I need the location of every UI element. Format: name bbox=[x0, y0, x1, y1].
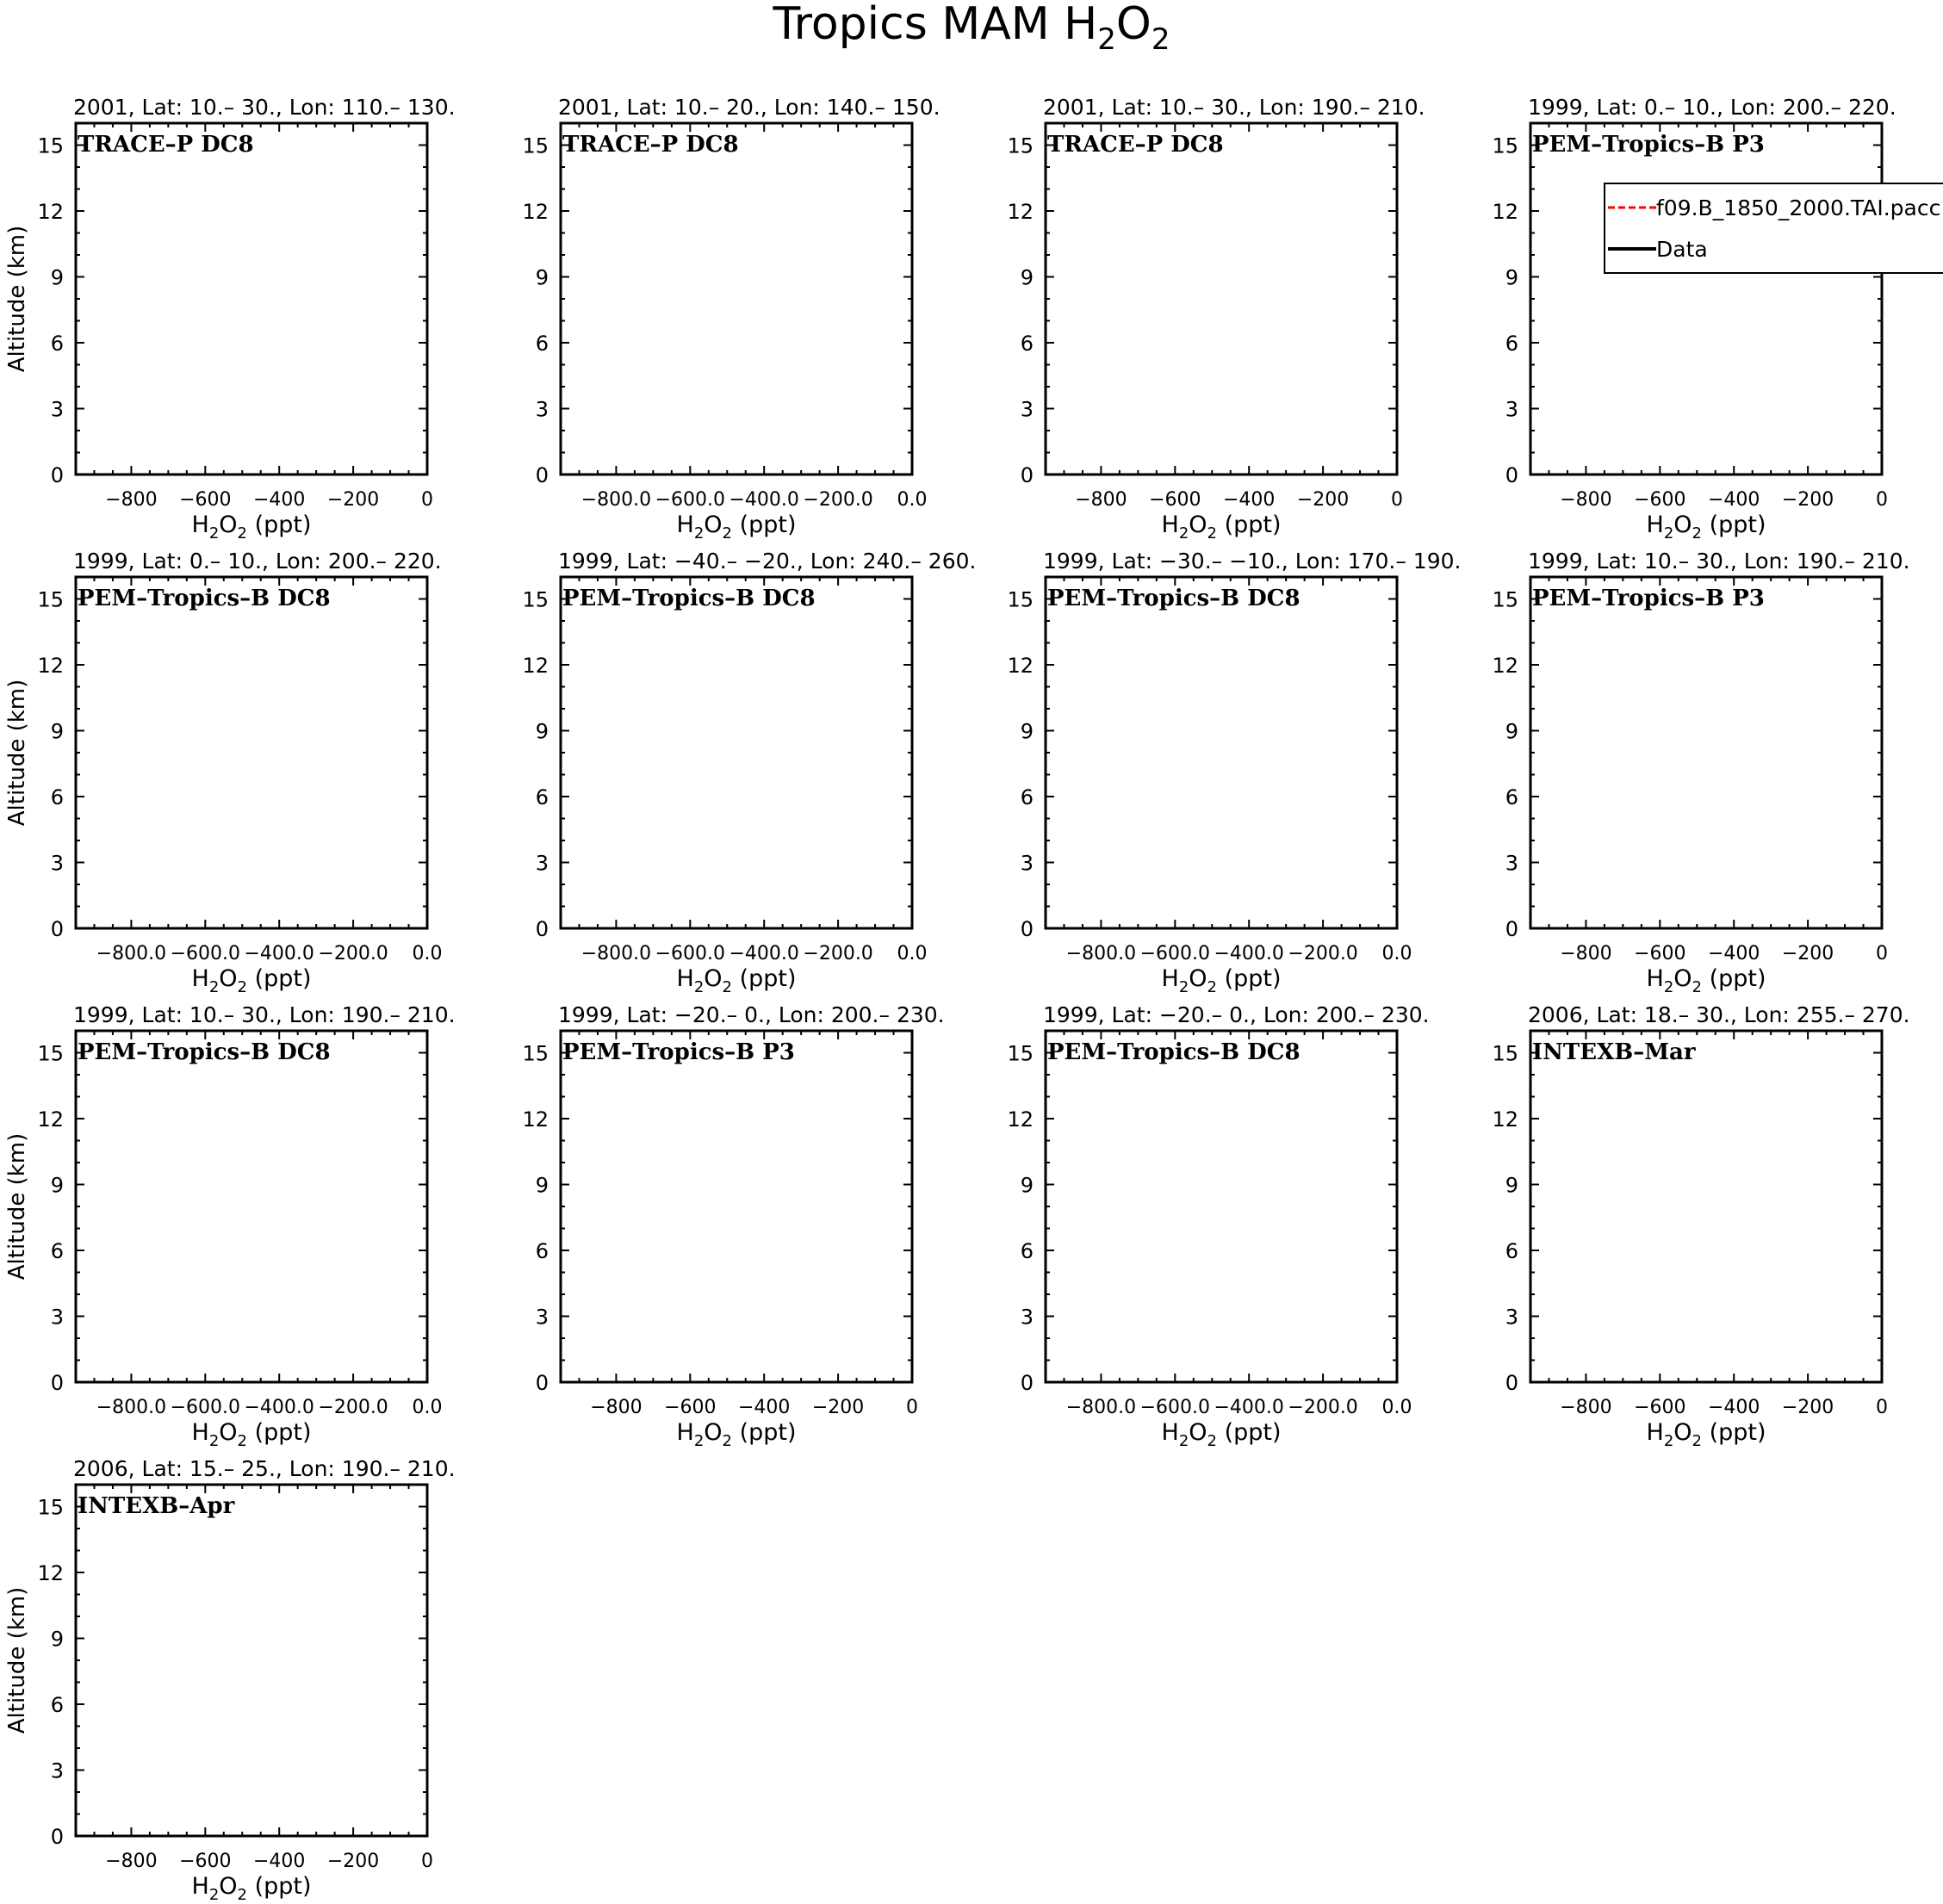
x-axis-label-main: H bbox=[676, 1419, 694, 1446]
x-tick-label: −600.0 bbox=[1139, 1397, 1211, 1418]
y-tick-label: 0 bbox=[50, 917, 64, 941]
panel-title: 2001, Lat: 10.– 30., Lon: 110.– 130. bbox=[73, 95, 456, 120]
y-tick-label: 0 bbox=[1505, 917, 1518, 941]
x-axis-label-mid: O bbox=[704, 965, 723, 992]
x-axis-label-main: H bbox=[1161, 1419, 1179, 1446]
y-tick-label: 12 bbox=[522, 200, 549, 224]
y-tick-label: 12 bbox=[1492, 200, 1518, 224]
y-tick-label: 0 bbox=[50, 463, 64, 487]
panel bbox=[1492, 1002, 1909, 1450]
legend-label: f09.B_1850_2000.TAI.pacc bbox=[1656, 195, 1941, 220]
x-tick-label: −400 bbox=[1707, 1397, 1760, 1418]
x-axis-label bbox=[1647, 1419, 1766, 1450]
x-tick-label: −400 bbox=[1222, 489, 1276, 511]
panel-title: 1999, Lat: −40.– −20., Lon: 240.– 260. bbox=[558, 549, 977, 574]
x-axis-label bbox=[192, 1873, 312, 1904]
x-axis-label-unit: (ppt) bbox=[1701, 1419, 1766, 1446]
y-tick-label: 12 bbox=[37, 654, 64, 678]
x-tick-label: −400.0 bbox=[244, 943, 314, 964]
y-tick-label: 3 bbox=[50, 1758, 64, 1783]
y-tick-label: 0 bbox=[1020, 917, 1034, 941]
x-axis-label-mid: O bbox=[1673, 512, 1692, 538]
x-axis-label-main: H bbox=[676, 965, 694, 992]
x-axis-label-sub2: 2 bbox=[237, 978, 247, 996]
x-tick-label: 0.0 bbox=[1381, 1397, 1412, 1418]
campaign-label: TRACE–P DC8 bbox=[78, 132, 254, 158]
x-axis-label-mid: O bbox=[219, 512, 238, 538]
x-axis-label-mid: O bbox=[704, 512, 723, 538]
x-tick-label: −200.0 bbox=[803, 943, 873, 964]
x-tick-label: 0 bbox=[1876, 943, 1888, 964]
plot-frame bbox=[1046, 123, 1397, 474]
plot-frame bbox=[1530, 577, 1882, 928]
x-tick-label: −200 bbox=[811, 1397, 865, 1418]
x-tick-label: 0.0 bbox=[412, 1397, 443, 1418]
y-tick-label: 15 bbox=[37, 133, 64, 158]
y-tick-label: 3 bbox=[1505, 1305, 1518, 1330]
x-tick-label: −400.0 bbox=[729, 489, 799, 511]
y-axis-label: Altitude (km) bbox=[4, 1132, 30, 1281]
x-axis-label-sub2: 2 bbox=[1692, 524, 1702, 543]
x-tick-label: −200.0 bbox=[803, 489, 873, 511]
x-tick-label: −400 bbox=[252, 489, 306, 511]
x-axis-label bbox=[677, 965, 797, 996]
x-axis-label-mid: O bbox=[1673, 965, 1692, 992]
y-tick-label: 9 bbox=[1020, 719, 1034, 744]
x-axis-label bbox=[677, 512, 797, 543]
y-tick-label: 9 bbox=[535, 265, 549, 290]
y-tick-label: 9 bbox=[535, 719, 549, 744]
legend-label: Data bbox=[1656, 237, 1708, 262]
campaign-label: INTEXB–Apr bbox=[78, 1493, 235, 1519]
x-axis-label-unit: (ppt) bbox=[731, 512, 797, 538]
x-axis-label-main: H bbox=[191, 965, 209, 992]
x-tick-label: −200 bbox=[1781, 489, 1834, 511]
x-tick-label: −800.0 bbox=[1065, 943, 1137, 964]
x-tick-label: −800.0 bbox=[580, 489, 652, 511]
y-tick-label: 6 bbox=[50, 785, 64, 809]
x-tick-label: 0 bbox=[421, 1851, 433, 1872]
x-tick-label: −800 bbox=[1560, 1397, 1612, 1418]
x-tick-label: −600 bbox=[664, 1397, 717, 1418]
figure-title-sub1: 2 bbox=[1097, 22, 1116, 57]
y-tick-label: 6 bbox=[1020, 332, 1034, 356]
y-tick-label: 15 bbox=[1492, 587, 1518, 612]
x-axis-label-unit: (ppt) bbox=[731, 965, 797, 992]
x-axis-label-sub2: 2 bbox=[1207, 978, 1217, 996]
figure-title-mid: O bbox=[1115, 0, 1152, 50]
y-tick-label: 9 bbox=[535, 1173, 549, 1198]
x-axis-label-main: H bbox=[191, 1873, 209, 1900]
x-tick-label: −400.0 bbox=[244, 1397, 314, 1418]
x-tick-label: −800 bbox=[1560, 489, 1612, 511]
campaign-label: PEM–Tropics–B DC8 bbox=[562, 586, 816, 611]
x-tick-label: −400.0 bbox=[1214, 1397, 1284, 1418]
figure-title bbox=[773, 0, 1170, 57]
y-tick-label: 3 bbox=[1020, 851, 1034, 876]
x-axis-label-sub1: 2 bbox=[693, 978, 705, 996]
x-axis-label-sub1: 2 bbox=[693, 1432, 705, 1450]
x-axis-label-main: H bbox=[1161, 512, 1179, 538]
x-axis-label-sub1: 2 bbox=[208, 1886, 220, 1904]
x-axis-label-sub1: 2 bbox=[1178, 978, 1189, 996]
panel-title: 2006, Lat: 18.– 30., Lon: 255.– 270. bbox=[1528, 1002, 1910, 1027]
x-tick-label: −800 bbox=[105, 1851, 158, 1872]
x-tick-label: −200 bbox=[1296, 489, 1350, 511]
y-tick-label: 15 bbox=[522, 587, 549, 612]
panel bbox=[4, 1456, 456, 1904]
campaign-label: PEM–Tropics–B P3 bbox=[1532, 132, 1765, 158]
x-tick-label: 0.0 bbox=[412, 943, 443, 964]
y-tick-label: 9 bbox=[1020, 1173, 1034, 1198]
y-tick-label: 0 bbox=[50, 1371, 64, 1395]
x-axis-label-sub2: 2 bbox=[722, 978, 732, 996]
campaign-label: TRACE–P DC8 bbox=[1047, 132, 1224, 158]
x-tick-label: 0 bbox=[421, 489, 433, 511]
campaign-label: PEM–Tropics–B P3 bbox=[1532, 586, 1765, 611]
x-axis-label-sub2: 2 bbox=[1692, 978, 1702, 996]
y-tick-label: 12 bbox=[1007, 200, 1034, 224]
x-tick-label: −600 bbox=[1634, 1397, 1686, 1418]
x-axis-label-mid: O bbox=[219, 965, 238, 992]
x-axis-label-sub1: 2 bbox=[208, 524, 220, 543]
x-tick-label: −600 bbox=[179, 1851, 232, 1872]
campaign-label: TRACE–P DC8 bbox=[562, 132, 739, 158]
x-tick-label: 0 bbox=[1876, 489, 1888, 511]
x-tick-label: −600.0 bbox=[170, 943, 241, 964]
plot-frame bbox=[561, 123, 912, 474]
x-axis-label-sub1: 2 bbox=[1178, 524, 1189, 543]
x-axis-label-unit: (ppt) bbox=[246, 965, 312, 992]
x-axis-label-sub1: 2 bbox=[208, 978, 220, 996]
y-tick-label: 6 bbox=[50, 1693, 64, 1717]
x-tick-label: −400 bbox=[1707, 489, 1760, 511]
y-tick-label: 3 bbox=[1020, 397, 1034, 422]
x-tick-label: −800 bbox=[1075, 489, 1127, 511]
y-tick-label: 3 bbox=[1505, 851, 1518, 876]
panel bbox=[1492, 95, 1896, 543]
plot-frame bbox=[561, 1031, 912, 1382]
panel-title: 1999, Lat: 10.– 30., Lon: 190.– 210. bbox=[1528, 549, 1910, 574]
x-axis-label bbox=[1162, 1419, 1282, 1450]
x-axis-label-sub2: 2 bbox=[722, 1432, 732, 1450]
x-axis-label-unit: (ppt) bbox=[246, 512, 312, 538]
x-axis-label-mid: O bbox=[219, 1873, 238, 1900]
panel bbox=[522, 549, 976, 996]
y-tick-label: 6 bbox=[1020, 1239, 1034, 1263]
x-axis-label bbox=[192, 1419, 312, 1450]
x-axis-label-unit: (ppt) bbox=[1701, 512, 1766, 538]
y-tick-label: 3 bbox=[50, 397, 64, 422]
y-tick-label: 9 bbox=[1505, 719, 1518, 744]
x-tick-label: 0 bbox=[1391, 489, 1403, 511]
y-tick-label: 0 bbox=[535, 1371, 549, 1395]
y-tick-label: 15 bbox=[522, 1041, 549, 1066]
x-axis-label-sub2: 2 bbox=[237, 1432, 247, 1450]
y-tick-label: 9 bbox=[1505, 265, 1518, 290]
y-axis-label: Altitude (km) bbox=[4, 225, 30, 373]
plot-frame bbox=[76, 123, 427, 474]
y-tick-label: 15 bbox=[1007, 133, 1034, 158]
x-tick-label: −400 bbox=[1707, 943, 1760, 964]
x-tick-label: −200.0 bbox=[318, 943, 388, 964]
plot-frame bbox=[561, 577, 912, 928]
y-tick-label: 0 bbox=[1505, 1371, 1518, 1395]
panel bbox=[1007, 1002, 1429, 1450]
y-tick-label: 12 bbox=[522, 1107, 549, 1132]
panel bbox=[4, 1002, 456, 1450]
y-tick-label: 12 bbox=[1007, 1107, 1034, 1132]
x-axis-label-unit: (ppt) bbox=[731, 1419, 797, 1446]
x-tick-label: −200 bbox=[1781, 1397, 1834, 1418]
panel bbox=[522, 95, 940, 543]
y-tick-label: 6 bbox=[535, 1239, 549, 1263]
y-tick-label: 12 bbox=[1492, 1107, 1518, 1132]
x-axis-label-main: H bbox=[1646, 1419, 1664, 1446]
y-tick-label: 15 bbox=[37, 1495, 64, 1520]
x-axis-label bbox=[1647, 512, 1766, 543]
x-axis-label-unit: (ppt) bbox=[1216, 512, 1282, 538]
campaign-label: PEM–Tropics–B DC8 bbox=[78, 586, 331, 611]
y-tick-label: 15 bbox=[37, 587, 64, 612]
y-tick-label: 9 bbox=[1505, 1173, 1518, 1198]
x-axis-label bbox=[1162, 965, 1282, 996]
y-tick-label: 6 bbox=[1505, 332, 1518, 356]
x-axis-label-main: H bbox=[1646, 512, 1664, 538]
x-tick-label: −800.0 bbox=[580, 943, 652, 964]
x-axis-label bbox=[1647, 965, 1766, 996]
x-axis-label-mid: O bbox=[219, 1419, 238, 1446]
x-axis-label-main: H bbox=[676, 512, 694, 538]
panel bbox=[1007, 95, 1425, 543]
y-tick-label: 15 bbox=[1492, 1041, 1518, 1066]
x-axis-label bbox=[1162, 512, 1282, 543]
x-axis-label-sub2: 2 bbox=[1207, 524, 1217, 543]
campaign-label: PEM–Tropics–B P3 bbox=[562, 1039, 795, 1065]
x-axis-label-main: H bbox=[1646, 965, 1664, 992]
y-tick-label: 3 bbox=[50, 1305, 64, 1330]
y-tick-label: 15 bbox=[1007, 587, 1034, 612]
x-tick-label: −800 bbox=[1560, 943, 1612, 964]
x-tick-label: 0.0 bbox=[1381, 943, 1412, 964]
y-tick-label: 0 bbox=[535, 463, 549, 487]
x-tick-label: −800 bbox=[105, 489, 158, 511]
x-axis-label-main: H bbox=[191, 512, 209, 538]
x-axis-label-mid: O bbox=[1189, 965, 1207, 992]
x-axis-label-sub1: 2 bbox=[693, 524, 705, 543]
y-tick-label: 0 bbox=[1505, 463, 1518, 487]
y-tick-label: 9 bbox=[50, 1627, 64, 1652]
x-axis-label-unit: (ppt) bbox=[1216, 1419, 1282, 1446]
y-tick-label: 3 bbox=[50, 851, 64, 876]
panel-title: 1999, Lat: −20.– 0., Lon: 200.– 230. bbox=[558, 1002, 945, 1027]
x-tick-label: −600.0 bbox=[655, 943, 726, 964]
panel-title: 2006, Lat: 15.– 25., Lon: 190.– 210. bbox=[73, 1456, 456, 1481]
panel bbox=[522, 1002, 944, 1450]
y-tick-label: 3 bbox=[535, 851, 549, 876]
y-tick-label: 6 bbox=[535, 332, 549, 356]
y-tick-label: 3 bbox=[1505, 397, 1518, 422]
x-tick-label: 0.0 bbox=[897, 943, 928, 964]
panel bbox=[4, 95, 456, 543]
x-axis-label bbox=[192, 512, 312, 543]
y-tick-label: 12 bbox=[37, 1561, 64, 1585]
plot-frame bbox=[1530, 123, 1882, 474]
panel-title: 1999, Lat: −20.– 0., Lon: 200.– 230. bbox=[1043, 1002, 1430, 1027]
campaign-label: INTEXB–Mar bbox=[1532, 1039, 1696, 1065]
campaign-label: PEM–Tropics–B DC8 bbox=[78, 1039, 331, 1065]
x-axis-label-sub1: 2 bbox=[1178, 1432, 1189, 1450]
y-tick-label: 15 bbox=[1492, 133, 1518, 158]
legend bbox=[1605, 183, 1943, 273]
y-tick-label: 6 bbox=[1020, 785, 1034, 809]
y-tick-label: 6 bbox=[535, 785, 549, 809]
x-tick-label: −600 bbox=[1634, 489, 1686, 511]
x-tick-label: 0 bbox=[906, 1397, 918, 1418]
y-tick-label: 12 bbox=[1492, 654, 1518, 678]
campaign-label: PEM–Tropics–B DC8 bbox=[1047, 586, 1301, 611]
x-tick-label: −800.0 bbox=[96, 943, 167, 964]
y-tick-label: 9 bbox=[50, 265, 64, 290]
x-tick-label: −800.0 bbox=[1065, 1397, 1137, 1418]
x-axis-label-sub2: 2 bbox=[1207, 1432, 1217, 1450]
y-tick-label: 0 bbox=[50, 1825, 64, 1849]
x-axis-label-unit: (ppt) bbox=[1216, 965, 1282, 992]
y-tick-label: 0 bbox=[535, 917, 549, 941]
x-axis-label-mid: O bbox=[704, 1419, 723, 1446]
x-axis-label-sub1: 2 bbox=[208, 1432, 220, 1450]
x-tick-label: −400 bbox=[252, 1851, 306, 1872]
x-tick-label: −600 bbox=[1149, 489, 1201, 511]
y-tick-label: 12 bbox=[37, 1107, 64, 1132]
figure-title-sub2: 2 bbox=[1151, 22, 1170, 57]
panel bbox=[1007, 549, 1461, 996]
y-tick-label: 9 bbox=[50, 1173, 64, 1198]
x-axis-label-unit: (ppt) bbox=[246, 1419, 312, 1446]
y-tick-label: 12 bbox=[1007, 654, 1034, 678]
panels bbox=[4, 95, 1943, 1904]
x-tick-label: −600 bbox=[1634, 943, 1686, 964]
x-axis-label-main: H bbox=[1161, 965, 1179, 992]
plot-frame bbox=[76, 577, 427, 928]
y-tick-label: 0 bbox=[1020, 1371, 1034, 1395]
x-tick-label: −200 bbox=[326, 489, 380, 511]
x-tick-label: −800.0 bbox=[96, 1397, 167, 1418]
x-tick-label: −400.0 bbox=[1214, 943, 1284, 964]
panel bbox=[1492, 549, 1909, 996]
plot-frame bbox=[1046, 1031, 1397, 1382]
x-axis-label-mid: O bbox=[1189, 1419, 1207, 1446]
x-axis-label-sub2: 2 bbox=[237, 1886, 247, 1904]
panel-title: 1999, Lat: −30.– −10., Lon: 170.– 190. bbox=[1043, 549, 1462, 574]
x-tick-label: −200.0 bbox=[318, 1397, 388, 1418]
x-axis-label-sub2: 2 bbox=[722, 524, 732, 543]
y-tick-label: 9 bbox=[50, 719, 64, 744]
x-axis-label-sub1: 2 bbox=[1663, 1432, 1674, 1450]
panel bbox=[4, 549, 443, 996]
x-tick-label: −200 bbox=[326, 1851, 380, 1872]
y-tick-label: 9 bbox=[1020, 265, 1034, 290]
x-axis-label bbox=[192, 965, 312, 996]
x-tick-label: −600 bbox=[179, 489, 232, 511]
y-tick-label: 3 bbox=[535, 1305, 549, 1330]
panel-title: 2001, Lat: 10.– 20., Lon: 140.– 150. bbox=[558, 95, 940, 120]
y-tick-label: 0 bbox=[1020, 463, 1034, 487]
x-tick-label: −400.0 bbox=[729, 943, 799, 964]
x-axis-label-sub2: 2 bbox=[1692, 1432, 1702, 1450]
x-tick-label: −200.0 bbox=[1288, 1397, 1358, 1418]
figure-title-main: Tropics MAM H bbox=[773, 0, 1098, 50]
x-tick-label: −400 bbox=[737, 1397, 791, 1418]
panel-title: 1999, Lat: 10.– 30., Lon: 190.– 210. bbox=[73, 1002, 456, 1027]
panel-title: 2001, Lat: 10.– 30., Lon: 190.– 210. bbox=[1043, 95, 1425, 120]
x-axis-label-mid: O bbox=[1189, 512, 1207, 538]
y-tick-label: 3 bbox=[535, 397, 549, 422]
x-tick-label: −200.0 bbox=[1288, 943, 1358, 964]
y-tick-label: 3 bbox=[1020, 1305, 1034, 1330]
x-tick-label: −800 bbox=[590, 1397, 642, 1418]
plot-frame bbox=[1046, 577, 1397, 928]
y-tick-label: 15 bbox=[522, 133, 549, 158]
y-tick-label: 12 bbox=[522, 654, 549, 678]
panel-title: 1999, Lat: 0.– 10., Lon: 200.– 220. bbox=[73, 549, 442, 574]
x-axis-label-sub1: 2 bbox=[1663, 524, 1674, 543]
y-tick-label: 6 bbox=[1505, 1239, 1518, 1263]
y-axis-label: Altitude (km) bbox=[4, 1586, 30, 1734]
x-axis-label-unit: (ppt) bbox=[1701, 965, 1766, 992]
x-tick-label: −600.0 bbox=[1139, 943, 1211, 964]
plot-frame bbox=[76, 1031, 427, 1382]
x-tick-label: −600.0 bbox=[170, 1397, 241, 1418]
y-tick-label: 12 bbox=[37, 200, 64, 224]
y-tick-label: 6 bbox=[50, 332, 64, 356]
y-tick-label: 15 bbox=[1007, 1041, 1034, 1066]
plot-frame bbox=[76, 1485, 427, 1836]
y-axis-label: Altitude (km) bbox=[4, 679, 30, 827]
x-axis-label-mid: O bbox=[1673, 1419, 1692, 1446]
y-tick-label: 6 bbox=[50, 1239, 64, 1263]
x-axis-label-sub1: 2 bbox=[1663, 978, 1674, 996]
x-axis-label bbox=[677, 1419, 797, 1450]
y-tick-label: 15 bbox=[37, 1041, 64, 1066]
x-axis-label-main: H bbox=[191, 1419, 209, 1446]
campaign-label: PEM–Tropics–B DC8 bbox=[1047, 1039, 1301, 1065]
x-tick-label: −600.0 bbox=[655, 489, 726, 511]
x-tick-label: 0.0 bbox=[897, 489, 928, 511]
x-tick-label: 0 bbox=[1876, 1397, 1888, 1418]
x-axis-label-unit: (ppt) bbox=[246, 1873, 312, 1900]
panel-title: 1999, Lat: 0.– 10., Lon: 200.– 220. bbox=[1528, 95, 1896, 120]
x-tick-label: −200 bbox=[1781, 943, 1834, 964]
y-tick-label: 6 bbox=[1505, 785, 1518, 809]
plot-frame bbox=[1530, 1031, 1882, 1382]
x-axis-label-sub2: 2 bbox=[237, 524, 247, 543]
